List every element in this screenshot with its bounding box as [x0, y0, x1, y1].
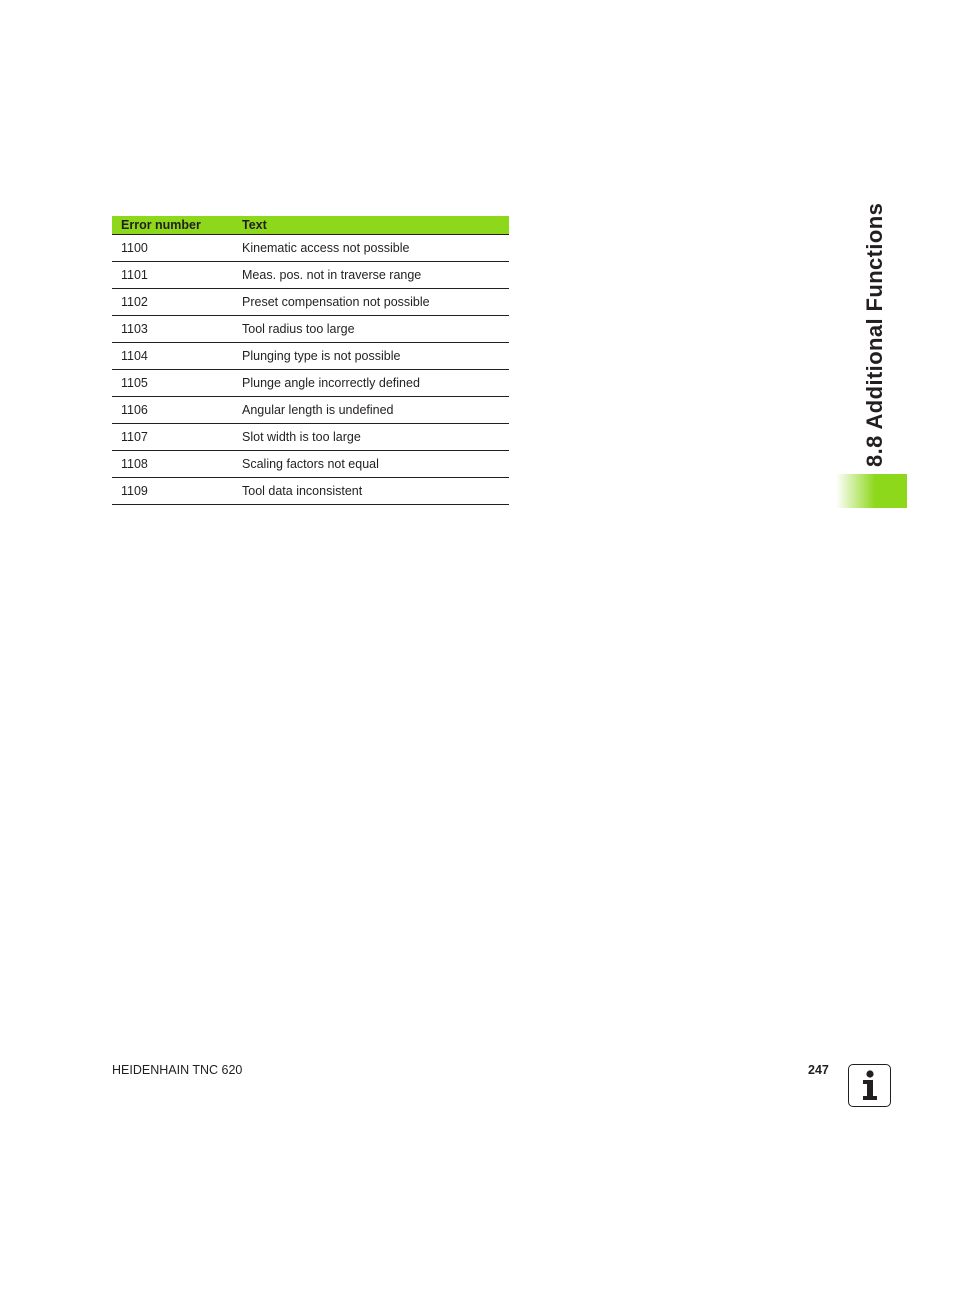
error-number-cell: 1109 [112, 478, 233, 505]
column-header-error-number: Error number [112, 216, 233, 235]
error-text-cell: Scaling factors not equal [233, 451, 509, 478]
footer-product-name: HEIDENHAIN TNC 620 [112, 1063, 243, 1077]
column-header-text: Text [233, 216, 509, 235]
info-icon-glyph [849, 1065, 889, 1105]
error-text-cell: Tool data inconsistent [233, 478, 509, 505]
error-number-cell: 1108 [112, 451, 233, 478]
error-text-cell: Tool radius too large [233, 316, 509, 343]
error-number-cell: 1105 [112, 370, 233, 397]
table-row [112, 262, 509, 289]
error-number-cell: 1104 [112, 343, 233, 370]
section-title: 8.8 Additional Functions [862, 202, 887, 467]
table-row [112, 424, 509, 451]
error-text-cell: Plunge angle incorrectly defined [233, 370, 509, 397]
error-text-cell: Angular length is undefined [233, 397, 509, 424]
error-text-cell: Kinematic access not possible [233, 235, 509, 262]
page-number: 247 [808, 1063, 829, 1077]
table-row [112, 316, 509, 343]
table-header-row [112, 216, 509, 235]
error-number-cell: 1101 [112, 262, 233, 289]
error-text-cell: Plunging type is not possible [233, 343, 509, 370]
table-row [112, 370, 509, 397]
error-number-cell: 1100 [112, 235, 233, 262]
error-number-cell: 1102 [112, 289, 233, 316]
table-row [112, 451, 509, 478]
info-icon [848, 1064, 891, 1107]
error-text-cell: Meas. pos. not in traverse range [233, 262, 509, 289]
table-row [112, 478, 509, 505]
table-row [112, 397, 509, 424]
table-row [112, 235, 509, 262]
error-table [112, 216, 509, 505]
error-text-cell: Preset compensation not possible [233, 289, 509, 316]
table-row [112, 289, 509, 316]
error-number-cell: 1103 [112, 316, 233, 343]
error-number-cell: 1107 [112, 424, 233, 451]
error-number-cell: 1106 [112, 397, 233, 424]
section-tab-marker [836, 474, 907, 508]
error-text-cell: Slot width is too large [233, 424, 509, 451]
table-row [112, 343, 509, 370]
